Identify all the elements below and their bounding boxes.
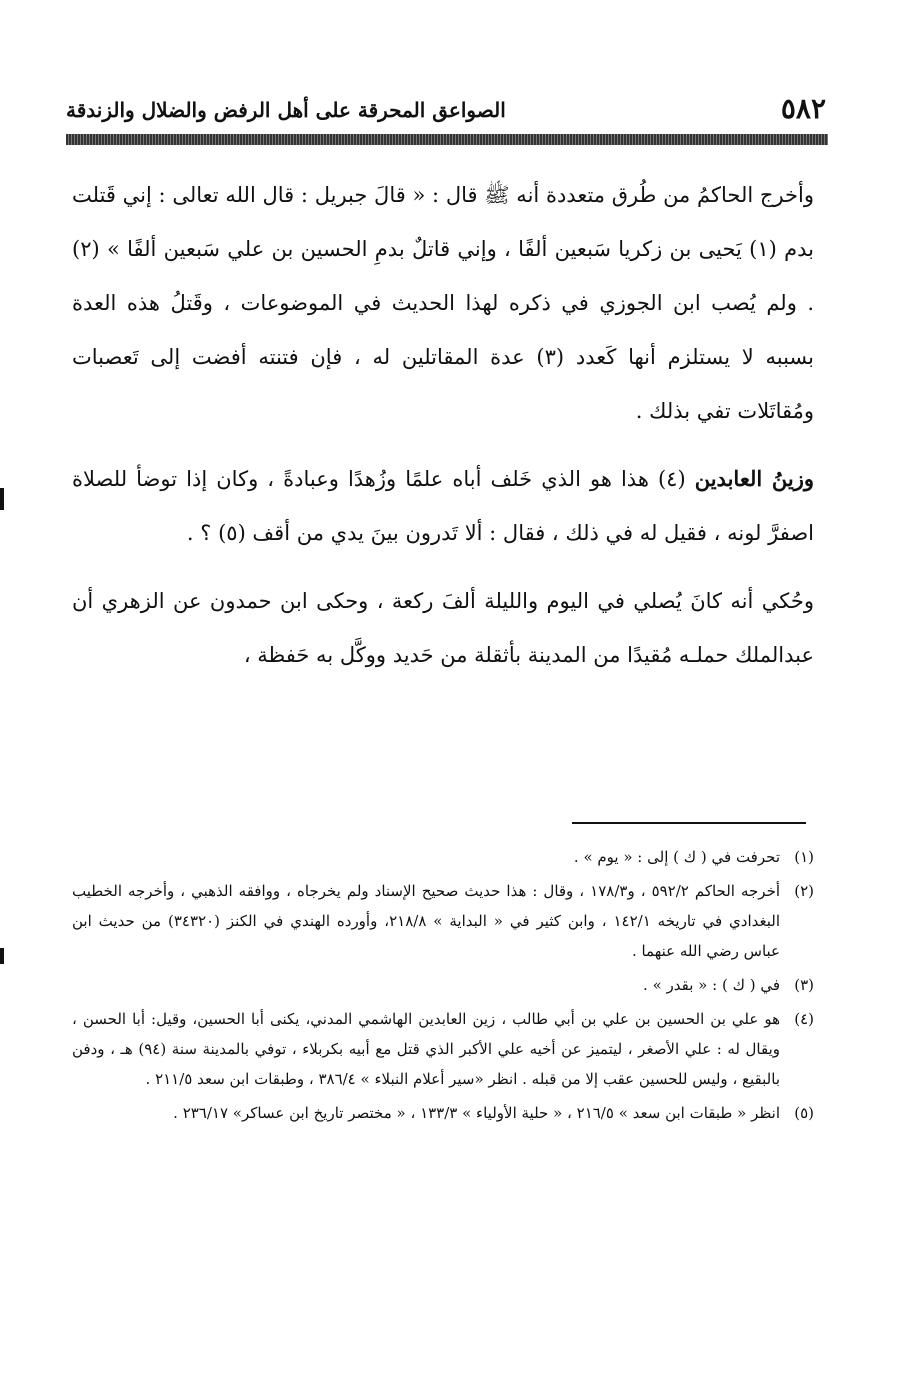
main-text: [72, 168, 814, 696]
zain-al-abidin-text: (٤) هذا هو الذي خَلف أباه علمًا وزُهدًا وعبادةً ، وكان إذا توضأ للصلاة اصفرَّ لونه ، فقيل له في ذلك ، فقال : ألا تَدرون بينَ يدي من أقف (٥) ؟ .: [72, 467, 814, 545]
page-header: [66, 92, 826, 132]
header-rule: [66, 134, 828, 145]
footnote-item: [72, 970, 814, 1000]
paragraph-zain-al-abidin: [72, 452, 814, 560]
paragraph-hakim: وأخرج الحاكمُ من طُرق متعددة أنه ﷺ قال : « قالَ جبريل : قال الله تعالى : إني قَتلت بدم (١) يَحيى بن زكريا سَبعين ألفًا ، وإني قاتلٌ بدمِ الحسين بن علي سَبعين ألفًا » (٢) . ولم يُصب ابن الجوزي في ذكره لهذا الحديث في الموضوعات ، وقَتلُ هذه العدة بسببه لا يستلزم أنها كَعدد (٣) عدة المقاتلين له ، فإن فتنته أفضت إلى تَعصبات ومُقاتَلات تفي بذلك .: [72, 183, 815, 423]
footnote-text: هو علي بن الحسين بن علي بن أبي طالب ، زين العابدين الهاشمي المدني، يكنى أبا الحسين، وقيل: أبا الحسن ، ويقال له : علي الأصغر ، ليتميز عن أخيه علي الأكبر الذي قتل مع أبيه بكربلاء ، توفي بالمدينة سنة (٩٤) هـ ، ودفن بالبقيع ، وليس للحسين عقب إلا من قبله . انظر «سير أعلام النبلاء » ٣٨٦/٤ ، وطبقات ابن سعد ٢١١/٥ .: [72, 1010, 780, 1088]
footnote-item: [72, 1004, 814, 1094]
scan-edge-mark: [0, 488, 4, 510]
page-number: ٥٨٢: [780, 92, 826, 125]
footnote-separator: [572, 822, 806, 824]
footnote-number: (٣): [794, 976, 814, 994]
footnote-text: في ( ك ) : « بقدر » .: [643, 976, 780, 994]
footnote-item: [72, 876, 814, 966]
footnote-item: [72, 1098, 814, 1128]
footnote-text: تحرفت في ( ك ) إلى : « يوم » .: [573, 848, 780, 866]
zain-al-abidin-heading: وزينُ العابدين: [694, 466, 814, 491]
footnote-number: (٤): [794, 1010, 814, 1028]
footnote-number: (١): [794, 848, 814, 866]
footnote-item: [72, 842, 814, 872]
footnotes: [72, 842, 814, 1132]
running-title: الصواعق المحرقة على أهل الرفض والضلال والزندقة: [66, 98, 506, 122]
paragraph-prayer: وحُكي أنه كانَ يُصلي في اليوم والليلة ألفَ ركعة ، وحكى ابن حمدون عن الزهري أن عبدالملك حملـه مُقيدًا من المدينة بأثقلة من حَديد ووكَّل به حَفظة ،: [72, 589, 814, 667]
scan-edge-mark: [0, 948, 4, 964]
footnote-text: أخرجه الحاكم ٥٩٢/٢ ، و١٧٨/٣ ، وقال : هذا حديث صحيح الإسناد ولم يخرجاه ، ووافقه الذهبي ، وأخرجه الخطيب البغدادي في تاريخه ١٤٢/١ ، وابن كثير في « البداية » ٢١٨/٨، وأورده الهندي في الكنز (٣٤٣٢٠) من حديث ابن عباس رضي الله عنهما .: [72, 882, 781, 960]
footnote-number: (٥): [794, 1104, 814, 1122]
footnote-number: (٢): [794, 882, 814, 900]
footnote-text: انظر « طبقات ابن سعد » ٢١٦/٥ ، « حلية الأولياء » ١٣٣/٣ ، « مختصر تاريخ ابن عساكر» ٢٣٦/١٧ .: [173, 1104, 780, 1122]
